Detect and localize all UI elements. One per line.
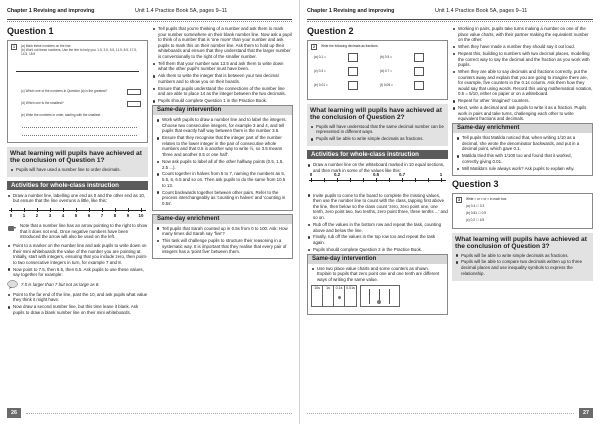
- page-header: [7, 5, 292, 17]
- speech-bubble-icon: [7, 280, 18, 289]
- pv-column-1s: [323, 286, 334, 306]
- right-page: [300, 0, 600, 424]
- tick: [415, 178, 416, 182]
- left-column-2: [152, 26, 293, 262]
- fraction-box: [414, 53, 424, 62]
- tick: [37, 208, 38, 212]
- note-text: Note that a number line has an arrow pointing to the right to show that it does not end. Once negative numbers have been introduced the arrow will also be used on the left.: [20, 223, 148, 240]
- intervention-heading: Same-day intervention: [308, 255, 447, 264]
- answer-line: [22, 127, 137, 128]
- intervention-bullet: Count together in halves from 5 to 7, naming the numbers as 5, 5.5, 6, 6.5 and so on. Then ask pupils to do the same from 10.5 to 13.: [156, 171, 289, 188]
- abacus-rod: [369, 289, 370, 304]
- pv-header: 0.01s: [346, 285, 355, 290]
- fraction-box: [414, 81, 424, 90]
- header-dotted-rule: [307, 21, 593, 22]
- right-column-1: [307, 26, 448, 318]
- tick-label: 0: [9, 213, 13, 219]
- tick-label: 4: [61, 213, 65, 219]
- unit-title: Unit 1.4 Practice Book 5A, pages 9–11: [435, 8, 528, 14]
- workbook-excerpt-1: [7, 40, 148, 143]
- question-1-title: Question 1: [7, 26, 54, 36]
- tick-label: 5: [74, 213, 78, 219]
- answer-line: [22, 135, 137, 136]
- activity-bullet: Working in pairs, pupils take turns making a number on one of the place value charts, with their partner making the equivalent number on the other.: [452, 26, 593, 43]
- same-day-enrichment: [452, 123, 593, 175]
- workbook-item: (c) 0.2 ☐ 1/5: [466, 217, 485, 222]
- place-value-chart: [311, 285, 357, 307]
- intervention-bullet: Now ask pupils to label all of the other halfway points (0.5, 1.5, 2.5 ...).: [156, 159, 289, 170]
- activity-bullet: Now draw a second number line, but this time leave it blank. Ask pupils to draw a blank number line on their mini whiteboards.: [7, 304, 148, 315]
- tick: [428, 178, 429, 182]
- activities-list-d: [152, 26, 293, 104]
- tick: [24, 208, 25, 212]
- pv-header: 0.1s: [335, 285, 343, 290]
- workbook-instruction: Write the following decimals as fractions.: [321, 44, 379, 48]
- tick-label: 9: [126, 213, 130, 219]
- callout-bullet: Pupils will be able to compare two decimals written up to three decimal places and use inequality symbols to express the relationship.: [455, 259, 590, 276]
- activity-bullet: Next, write a decimal and ask pupils to write it as a fraction. Pupils work in pairs and take turns, challenging each other to write equivalent fractions and decimals.: [452, 105, 593, 122]
- tick: [376, 178, 377, 182]
- number-line-0-1: [307, 171, 448, 190]
- answer-box: [127, 89, 141, 95]
- abacus-rod: [389, 289, 390, 304]
- tick-label: 1: [22, 213, 26, 219]
- page-header: [307, 5, 593, 17]
- workbook-question-number: 2: [313, 45, 315, 49]
- tick-label: 1: [439, 171, 443, 177]
- activity-bullet: Tell them that your number was 13.5 and ask them to write down what the other pupil's number must have been.: [152, 61, 293, 72]
- enrichment-bullet: Will Matilda's rule always work? Ask pupils to explain why.: [456, 166, 589, 172]
- learning-outcome-callout: [307, 104, 448, 146]
- same-day-enrichment: [152, 214, 293, 260]
- enrichment-bullet: Tell pupils that Sarah counted up in 0.5s from 0 to 100. Ask: How many times did Sarah say 'five'?: [156, 226, 289, 237]
- callout-heading: What learning will pupils have achieved at the conclusion of Question 3?: [455, 235, 587, 251]
- workbook-item: (e) 0.01 =: [314, 83, 328, 87]
- tick: [363, 178, 364, 182]
- workbook-line-d: (d) Which one is the smallest?: [21, 101, 64, 105]
- tick-label: 6: [87, 213, 91, 219]
- abacus-chart: [360, 285, 400, 307]
- tick-label: 0.2: [333, 171, 341, 177]
- activity-bullet: When they are able to say decimals and fractions correctly, put the counters away and explain that you are going to imagine there are, for example, five counters in the 0.1s column. Ask them how they would say that using words. Record this using mathematical notation, 0.5 = 5/10, either on paper or on a whiteboard.: [452, 69, 593, 97]
- workbook-item: (b) 0.5 =: [380, 55, 392, 59]
- learning-outcome-callout: [7, 147, 148, 177]
- activity-bullet: Pupils should complete Question 1 in the Practice Book.: [152, 98, 293, 104]
- footer-dotted-rule: [307, 413, 574, 414]
- callout-heading: What learning will pupils have achieved at the conclusion of Question 1?: [10, 150, 142, 165]
- tick: [115, 208, 116, 212]
- activity-bullet: Ask them to write the integer that is between your two decimal numbers and to show you on their boards.: [152, 73, 293, 84]
- activity-bullet: Invite pupils to come to the board to complete the missing values, then use the number line to count with the class, tapping first above the line, then below so the class count 'zero, zero point one, one tenth, zero point two, two tenths, zero point three, three tenths ...' and so on.: [307, 193, 448, 221]
- abacus-bead: [377, 300, 381, 304]
- tick: [324, 178, 325, 182]
- pv-header: 1s: [326, 285, 330, 290]
- callout-heading: What learning will pupils have achieved at the conclusion of Question 2?: [310, 107, 442, 122]
- activity-bullet: Now point to 7.5, then 6.5, then 6.5. Ask pupils to use these values, say together for example:: [7, 267, 148, 278]
- tick-label: 0.5: [372, 171, 380, 177]
- activity-bullet: Repeat for other 'imagined' counters.: [452, 98, 593, 104]
- tick: [89, 208, 90, 212]
- tick-label: 0: [309, 171, 313, 177]
- same-day-intervention: [307, 254, 448, 315]
- activities-list-c: [7, 292, 148, 316]
- tick: [128, 208, 129, 212]
- workbook-line-a: (a) Mark these numbers on the line.: [21, 44, 72, 48]
- number-line-0-10: [7, 205, 148, 220]
- activity-bullet: Draw a number line, labelling one end as 0 and the other end as 10, but ensure that the line overruns a little, like this:: [7, 193, 148, 204]
- teacher-note: [7, 223, 148, 240]
- workbook-item: (c) 0.3 =: [314, 69, 326, 73]
- activity-bullet: Pupils should complete Question 2 in the Practice Book.: [307, 247, 448, 253]
- tick-label: 2: [35, 213, 39, 219]
- pv-column-0.1s: [334, 286, 345, 306]
- chapter-title: Chapter 1 Revising and improving: [7, 8, 95, 14]
- tick-label: 3: [48, 213, 52, 219]
- callout-bullet: Pupils will have understood that the same decimal number can be represented in different ways.: [310, 124, 445, 135]
- intervention-bullet: Work with pupils to draw a number line and to label the integers. Choose two consecutive integers, for example 3 and 4, and tell pupils that exactly half way between them is the number 3.5.: [156, 117, 289, 134]
- tick: [76, 208, 77, 212]
- left-column-1: [7, 26, 148, 317]
- activities-list-b: [307, 193, 448, 253]
- workbook-line-c: (c) Which one of the numbers in Question (a) is the greatest?: [21, 89, 108, 93]
- fraction-box: [414, 67, 424, 76]
- tick: [102, 208, 103, 212]
- page-number: 27: [579, 408, 593, 418]
- tick: [11, 208, 12, 212]
- pupil-speech: [7, 280, 148, 289]
- speech-text: 7.5 is larger than 7 but not as large as 8.: [21, 281, 100, 287]
- pv-column-10s: [312, 286, 323, 306]
- activities-list-a: [7, 193, 148, 204]
- number-line-axis: [9, 210, 146, 211]
- activities-bar: Activities for whole-class instruction: [307, 150, 448, 159]
- learning-outcome-callout: [452, 233, 593, 281]
- activities-list-b: [7, 243, 148, 278]
- callout-bullet: Pupils will be able to write simple decimals as fractions.: [455, 253, 590, 259]
- activity-bullet: Point to the far end of the line, past the 10, and ask pupils what value they think it might have.: [7, 292, 148, 303]
- tick: [63, 208, 64, 212]
- activity-bullet: Rub off the values in the bottom row and repeat the task, counting above and below the line.: [307, 222, 448, 233]
- enrichment-heading: Same-day enrichment: [453, 124, 592, 133]
- header-rule: [307, 19, 593, 20]
- workbook-item: (f) 0.05 =: [380, 83, 393, 87]
- chapter-title: Chapter 1 Revising and improving: [307, 8, 395, 14]
- tick-label: 10: [138, 213, 144, 219]
- workbook-number-line: [16, 71, 139, 72]
- tick: [389, 178, 390, 182]
- tick: [402, 178, 403, 182]
- tick: [141, 208, 142, 212]
- number-line-axis: [309, 180, 446, 181]
- pv-column-0.01s: [345, 286, 356, 306]
- fraction-box: [348, 67, 358, 76]
- tick: [337, 178, 338, 182]
- workbook-line-e: (e) Write the numbers in order, starting with the smallest.: [21, 113, 101, 117]
- pointing-hand-icon: [7, 223, 17, 233]
- footer-dotted-rule: [26, 413, 292, 414]
- tick: [350, 178, 351, 182]
- workbook-item: (a) 0.1 =: [314, 55, 326, 59]
- tick: [50, 208, 51, 212]
- tick-label: 7: [100, 213, 104, 219]
- enrichment-bullet: Matilda tried this with 1/100 too and found that it worked, correctly giving 0.01.: [456, 153, 589, 164]
- workbook-question-number: 3: [458, 197, 460, 202]
- tick-label: 0.7: [398, 171, 406, 177]
- tick-label: 8: [113, 213, 117, 219]
- workbook-item: (b) 0.81 ☐ 0.9: [466, 210, 487, 215]
- activity-bullet: Finally, rub off the values in the top row too and repeat the task again.: [307, 234, 448, 245]
- intervention-heading: Same-day intervention: [153, 106, 292, 115]
- activity-bullet: Repeat this, building to numbers with two decimal places, modelling the correct way to say the decimal and the fraction as you work with pupils.: [452, 51, 593, 68]
- activity-bullet: Point to a marker on the number line and ask pupils to write down on their mini whiteboards the value of the number you are pointing at. Initially, start with integers, ensuring that you include zero, then point-to two consecutive integers in turn, for example 7 and 8.: [7, 243, 148, 265]
- fraction-box: [348, 53, 358, 62]
- intervention-bullet: Ensure that they recognise that the integer part of the number relates to the lower integer in the pair of consecutive whole numbers and that 0.5 is another way to write ½, so 3.5 means 'three and another 0.5 or one half'.: [156, 135, 289, 157]
- workbook-instruction: Write > or < or = in each box.: [466, 196, 508, 201]
- pv-header: 10s: [314, 285, 320, 290]
- callout-bullet: Pupils will have used a number line to order decimals.: [10, 167, 145, 173]
- workbook-line-b: (b) Work out these numbers. Use the line to help you. 1.5, 3.5, 5.5, 11.5, 8.5, 17.5, 14.5, 18.5: [21, 48, 137, 56]
- counter: [338, 296, 342, 300]
- place-value-charts: [311, 285, 444, 309]
- callout-bullet: Pupils will be able to write simple decimals as fractions.: [310, 136, 445, 142]
- enrichment-bullet: Tell pupils that Matilda noticed that, when writing 1/10 as a decimal, she wrote the denominator backwards, and put in a decimal point, which gave 0.1.: [456, 135, 589, 152]
- answer-box: [127, 101, 141, 107]
- workbook-item: (d) 0.7 =: [380, 69, 392, 73]
- page-number: 26: [7, 408, 21, 418]
- workbook-excerpt-2: [307, 40, 448, 100]
- right-column-2: [452, 26, 593, 285]
- same-day-intervention: [152, 105, 293, 210]
- question-2-title: Question 2: [307, 26, 354, 36]
- unit-title: Unit 1.4 Practice Book 5A, pages 9–11: [135, 8, 228, 14]
- enrichment-heading: Same-day enrichment: [153, 215, 292, 224]
- question-3-title: Question 3: [452, 178, 499, 189]
- activity-bullet: Ensure that pupils understand the connections of the number line and are able to place 14 as the integer between the two decimals.: [152, 86, 293, 97]
- workbook-excerpt-3: [452, 193, 593, 229]
- header-dotted-rule: [7, 21, 292, 22]
- workbook-question-number: 1: [13, 45, 15, 49]
- workbook-item: (a) 0.4 ☐ 0.3: [466, 203, 485, 208]
- enrichment-bullet: This task will challenge pupils to structure their reasoning in a systematic way. It is important that they realise that every pair of integers has a 'point five' between them.: [156, 238, 289, 255]
- activities-list-c: [452, 26, 593, 122]
- header-rule: [7, 19, 292, 20]
- intervention-bullet: Count backwards together between other pairs. Refer to the process interchangeably as 'counting in halves' and 'counting in 0.5s'.: [156, 190, 289, 207]
- fraction-box: [348, 81, 358, 90]
- activity-bullet: Tell pupils that you're thinking of a number and ask them to mark your number somewhere on their blank number line. Now ask a pupil to think of a number that is 'one more' than your number and ask pupils to mark this on their number line. Ask them to hold up their whiteboards and ensure that they understand that the larger number is conventionally to the right of the smaller number.: [152, 26, 293, 60]
- tick: [441, 178, 442, 182]
- activities-bar: Activities for whole-class instruction: [7, 181, 148, 190]
- intervention-bullet: Use two place value charts and some counters as shown. Explain to pupils that zero point one and one tenth are different ways of writing the same value.: [311, 266, 444, 283]
- activity-bullet: When they have made a number they should say it out loud.: [452, 44, 593, 50]
- activity-bullet: Draw a number line on the whiteboard marked in 10 equal sections, and then mark in some of the values like this:: [307, 162, 448, 173]
- tick: [311, 178, 312, 182]
